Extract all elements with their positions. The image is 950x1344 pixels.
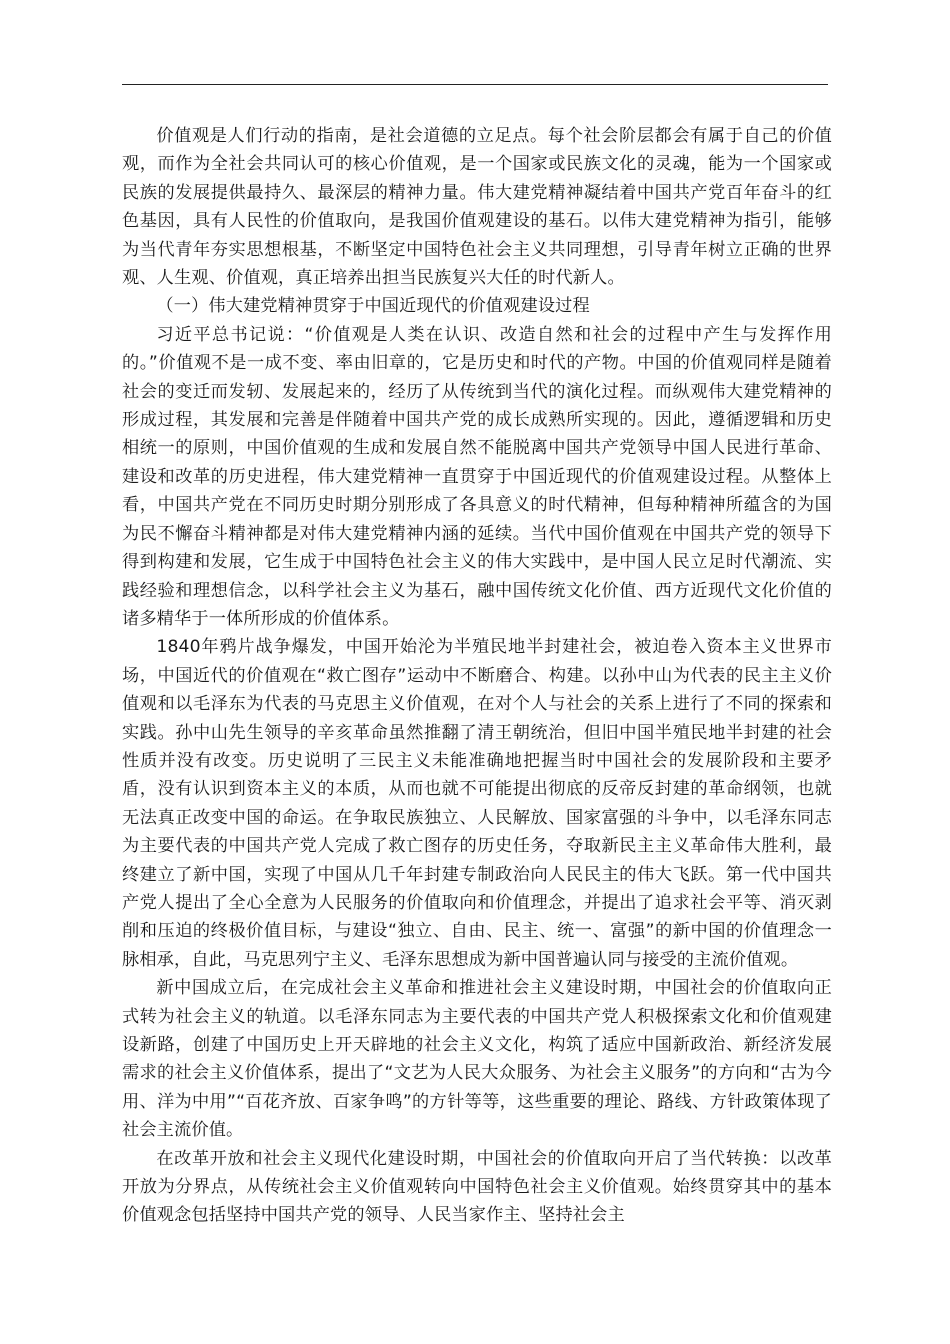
paragraph-xi-quote: 习近平总书记说：“价值观是人类在认识、改造自然和社会的过程中产生与发挥作用的。”价值观不是一成不变、率由旧章的，它是历史和时代的产物。中国的价值观同样是随着社会的变迁而发轫、发展起来的，经历了从传统到当代的演化过程。而纵观伟大建党精神的形成过程，其发展和完善是伴随着中国共产党的成长成熟所实现的。因此，遵循逻辑和历史相统一的原则，中国价值观的生成和发展自然不能脱离中国共产党领导中国人民进行革命、建设和改革的历史进程，伟大建党精神一直贯穿于中国近现代的价值观建设过程。从整体上看，中国共产党在不同历史时期分别形成了各具意义的时代精神，但每种精神所蕴含的为国为民不懈奋斗精神都是对伟大建党精神内涵的延续。当代中国价值观在中国共产党的领导下得到构建和发展，它生成于中国特色社会主义的伟大实践中，是中国人民立足时代潮流、实践经验和理想信念，以科学社会主义为基石，融中国传统文化价值、西方近现代文化价值的诸多精华于一体所形成的价值体系。 [122,324,832,629]
document-body [122,122,832,1230]
section-heading: （一）伟大建党精神贯穿于中国近现代的价值观建设过程 [156,296,590,317]
paragraph-new-china: 新中国成立后，在完成社会主义革命和推进社会主义建设时期，中国社会的价值取向正式转为社会主义的轨道。以毛泽东同志为主要代表的中国共产党人积极探索文化和价值观建设新路，创建了中国历史上开天辟地的社会主义文化，构筑了适应中国新政治、新经济发展需求的社会主义价值体系，提出了“文艺为人民大众服务、为社会主义服务”的方向和“古为今用、洋为中用”“百花齐放、百家争鸣”的方针等等，这些重要的理论、路线、方针政策体现了社会主流价值。 [122,978,832,1141]
header-rule [122,84,828,85]
paragraph-reform: 在改革开放和社会主义现代化建设时期，中国社会的价值取向开启了当代转换：以改革开放为分界点，从传统社会主义价值观转向中国特色社会主义价值观。始终贯穿其中的基本价值观念包括坚持中国共产党的领导、人民当家作主、坚持社会主 [122,1148,832,1226]
paragraph-intro: 价值观是人们行动的指南，是社会道德的立足点。每个社会阶层都会有属于自己的价值观，而作为全社会共同认可的核心价值观，是一个国家或民族文化的灵魂，能为一个国家或民族的发展提供最持久、最深层的精神力量。伟大建党精神凝结着中国共产党百年奋斗的红色基因，具有人民性的价值取向，是我国价值观建设的基石。以伟大建党精神为指引，能够为当代青年夯实思想根基，不断坚定中国特色社会主义共同理想，引导青年树立正确的世界观、人生观、价值观，真正培养出担当民族复兴大任的时代新人。 [122,126,832,289]
paragraph-1840: 1840年鸦片战争爆发，中国开始沦为半殖民地半封建社会，被迫卷入资本主义世界市场，中国近代的价值观在“救亡图存”运动中不断磨合、构建。以孙中山为代表的民主主义价值观和以毛泽东为代表的马克思主义价值观，在对个人与社会的关系上进行了不同的探索和实践。孙中山先生领导的辛亥革命虽然推翻了清王朝统治，但旧中国半殖民地半封建的社会性质并没有改变。历史说明了三民主义未能准确地把握当时中国社会的发展阶段和主要矛盾，没有认识到资本主义的本质，从而也就不可能提出彻底的反帝反封建的革命纲领，也就无法真正改变中国的命运。在争取民族独立、人民解放、国家富强的斗争中，以毛泽东同志为主要代表的中国共产党人完成了救亡图存的历史任务，夺取新民主主义革命伟大胜利，最终建立了新中国，实现了中国从几千年封建专制政治向人民民主的伟大飞跃。第一代中国共产党人提出了全心全意为人民服务的价值取向和价值理念，并提出了追求社会平等、消灭剥削和压迫的终极价值目标，与建设“独立、自由、民主、统一、富强”的新中国的价值理念一脉相承，自此，马克思列宁主义、毛泽东思想成为新中国普遍认同与接受的主流价值观。 [122,637,832,970]
